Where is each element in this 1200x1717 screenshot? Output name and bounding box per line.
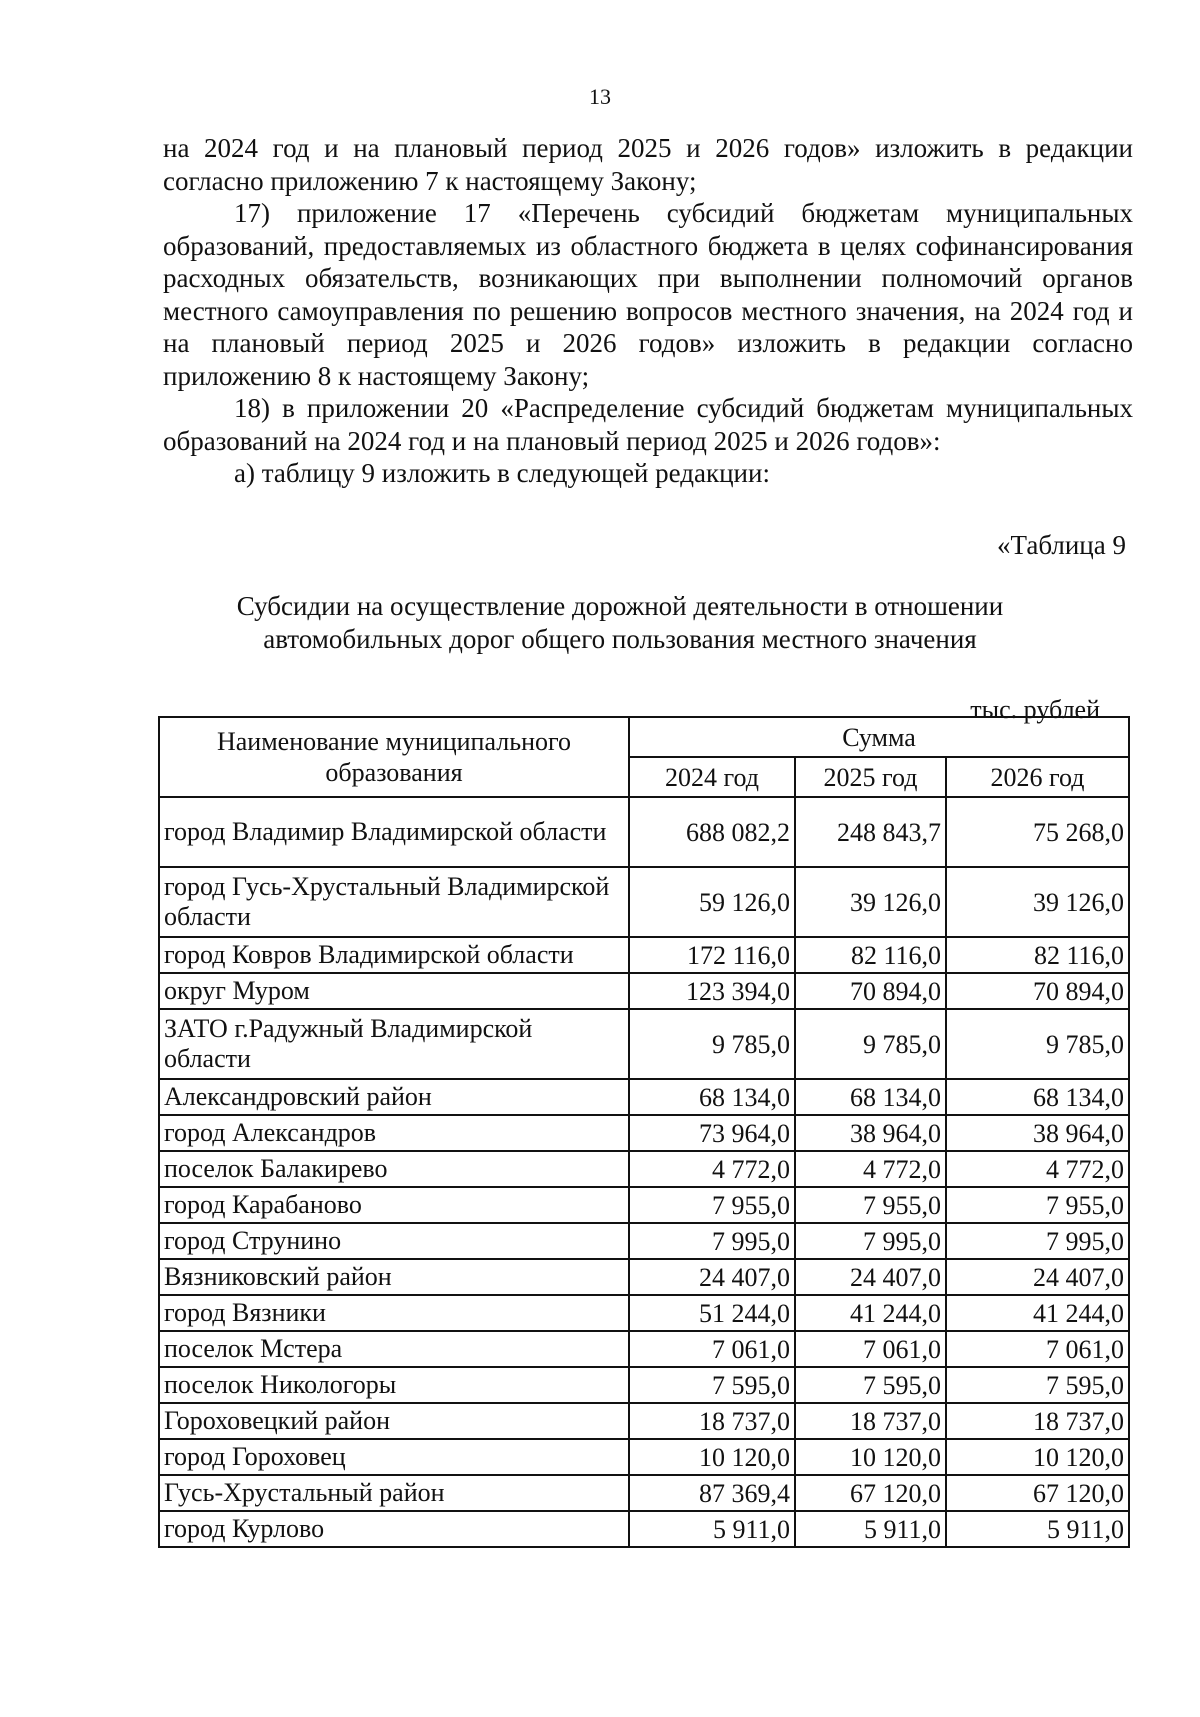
municipality-name: город Карабаново <box>159 1187 629 1223</box>
amount-2025: 41 244,0 <box>795 1295 946 1331</box>
municipality-name: округ Муром <box>159 973 629 1009</box>
amount-2026: 38 964,0 <box>946 1115 1129 1151</box>
table-title-line: автомобильных дорог общего пользования местного значения <box>263 624 977 654</box>
municipality-name: Гусь-Хрустальный район <box>159 1475 629 1511</box>
paragraph: а) таблицу 9 изложить в следующей редакции: <box>234 458 770 488</box>
table-row <box>159 1367 1129 1403</box>
table-row <box>159 1403 1129 1439</box>
amount-2025: 70 894,0 <box>795 973 946 1009</box>
amount-2024: 51 244,0 <box>629 1295 795 1331</box>
table-row <box>159 867 1129 937</box>
amount-2025: 7 595,0 <box>795 1367 946 1403</box>
amount-2025: 4 772,0 <box>795 1151 946 1187</box>
amount-2026: 7 595,0 <box>946 1367 1129 1403</box>
amount-2026: 68 134,0 <box>946 1079 1129 1115</box>
amount-2025: 39 126,0 <box>795 867 946 937</box>
table-row <box>159 973 1129 1009</box>
amount-2026: 10 120,0 <box>946 1439 1129 1475</box>
table-row <box>159 1259 1129 1295</box>
amount-2024: 4 772,0 <box>629 1151 795 1187</box>
amount-2024: 7 061,0 <box>629 1331 795 1367</box>
amount-2025: 38 964,0 <box>795 1115 946 1151</box>
amount-2024: 7 595,0 <box>629 1367 795 1403</box>
municipality-name: город Ковров Владимирской области <box>159 937 629 973</box>
municipality-name: город Курлово <box>159 1511 629 1547</box>
amount-2024: 7 955,0 <box>629 1187 795 1223</box>
amount-2024: 18 737,0 <box>629 1403 795 1439</box>
header-year: 2025 год <box>795 757 946 797</box>
amount-2026: 41 244,0 <box>946 1295 1129 1331</box>
municipality-name: ЗАТО г.Радужный Владимирской области <box>159 1009 629 1079</box>
amount-2024: 172 116,0 <box>629 937 795 973</box>
amount-2024: 24 407,0 <box>629 1259 795 1295</box>
table-label: «Таблица 9 <box>997 530 1126 560</box>
paragraph: на 2024 год и на плановый период 2025 и 2026 годов» изложить в редакции согласно приложению 7 к настоящему Закону; <box>163 133 1133 196</box>
table-title-line: Субсидии на осуществление дорожной деятельности в отношении <box>236 591 1004 621</box>
amount-2026: 18 737,0 <box>946 1403 1129 1439</box>
table-row <box>159 1223 1129 1259</box>
amount-2024: 7 995,0 <box>629 1223 795 1259</box>
amount-2026: 70 894,0 <box>946 973 1129 1009</box>
municipality-name: поселок Мстера <box>159 1331 629 1367</box>
amount-2025: 18 737,0 <box>795 1403 946 1439</box>
table-header-row <box>159 717 1129 757</box>
amount-2025: 68 134,0 <box>795 1079 946 1115</box>
municipality-name: город Гороховец <box>159 1439 629 1475</box>
table-row <box>159 1475 1129 1511</box>
header-year: 2024 год <box>629 757 795 797</box>
table-row <box>159 1009 1129 1079</box>
amount-2026: 67 120,0 <box>946 1475 1129 1511</box>
page-number: 13 <box>589 84 611 109</box>
amount-2026: 9 785,0 <box>946 1009 1129 1079</box>
municipality-name: Гороховецкий район <box>159 1403 629 1439</box>
amount-2024: 59 126,0 <box>629 867 795 937</box>
table-row <box>159 1511 1129 1547</box>
header-name: Наименование муниципального образования <box>159 717 629 797</box>
unit-label: тыс. рублей <box>970 695 1100 724</box>
amount-2026: 75 268,0 <box>946 797 1129 867</box>
municipality-name: Вязниковский район <box>159 1259 629 1295</box>
amount-2024: 123 394,0 <box>629 973 795 1009</box>
municipality-name: Александровский район <box>159 1079 629 1115</box>
amount-2024: 10 120,0 <box>629 1439 795 1475</box>
table-title <box>200 590 1040 656</box>
amount-2024: 9 785,0 <box>629 1009 795 1079</box>
amount-2025: 7 061,0 <box>795 1331 946 1367</box>
header-year: 2026 год <box>946 757 1129 797</box>
table-row <box>159 797 1129 867</box>
subsidies-table <box>158 716 1130 1548</box>
amount-2024: 87 369,4 <box>629 1475 795 1511</box>
table-row <box>159 1115 1129 1151</box>
table-row <box>159 1331 1129 1367</box>
amount-2026: 5 911,0 <box>946 1511 1129 1547</box>
amount-2024: 68 134,0 <box>629 1079 795 1115</box>
table-row <box>159 1151 1129 1187</box>
body-text <box>163 132 1133 490</box>
amount-2025: 10 120,0 <box>795 1439 946 1475</box>
amount-2024: 688 082,2 <box>629 797 795 867</box>
paragraph: 17) приложение 17 «Перечень субсидий бюджетам муниципальных образований, предоставляемых из областного бюджета в целях софинансирования расходных обязательств, возникающих при выполнении полномочий органов местного самоуправления по решению вопросов местного значения, на 2024 год и на плановый период 2025 и 2026 годов» изложить в редакции согласно приложению 8 к настоящему Закону; <box>163 198 1133 391</box>
amount-2025: 82 116,0 <box>795 937 946 973</box>
amount-2025: 67 120,0 <box>795 1475 946 1511</box>
paragraph: 18) в приложении 20 «Распределение субсидий бюджетам муниципальных образований на 2024 год и на плановый период 2025 и 2026 годов»: <box>163 393 1133 456</box>
municipality-name: поселок Никологоры <box>159 1367 629 1403</box>
table-row <box>159 1187 1129 1223</box>
amount-2026: 7 995,0 <box>946 1223 1129 1259</box>
amount-2025: 7 995,0 <box>795 1223 946 1259</box>
amount-2025: 7 955,0 <box>795 1187 946 1223</box>
amount-2024: 73 964,0 <box>629 1115 795 1151</box>
amount-2025: 5 911,0 <box>795 1511 946 1547</box>
municipality-name: город Струнино <box>159 1223 629 1259</box>
header-sum: Сумма <box>629 717 1129 757</box>
municipality-name: город Гусь-Хрустальный Владимирской области <box>159 867 629 937</box>
municipality-name: поселок Балакирево <box>159 1151 629 1187</box>
amount-2025: 248 843,7 <box>795 797 946 867</box>
table-row <box>159 1295 1129 1331</box>
amount-2026: 4 772,0 <box>946 1151 1129 1187</box>
amount-2026: 39 126,0 <box>946 867 1129 937</box>
amount-2025: 24 407,0 <box>795 1259 946 1295</box>
amount-2026: 7 955,0 <box>946 1187 1129 1223</box>
amount-2025: 9 785,0 <box>795 1009 946 1079</box>
amount-2026: 24 407,0 <box>946 1259 1129 1295</box>
amount-2026: 7 061,0 <box>946 1331 1129 1367</box>
table-row <box>159 1439 1129 1475</box>
table-row <box>159 937 1129 973</box>
amount-2024: 5 911,0 <box>629 1511 795 1547</box>
municipality-name: город Владимир Владимирской области <box>159 797 629 867</box>
amount-2026: 82 116,0 <box>946 937 1129 973</box>
municipality-name: город Вязники <box>159 1295 629 1331</box>
table-row <box>159 1079 1129 1115</box>
municipality-name: город Александров <box>159 1115 629 1151</box>
